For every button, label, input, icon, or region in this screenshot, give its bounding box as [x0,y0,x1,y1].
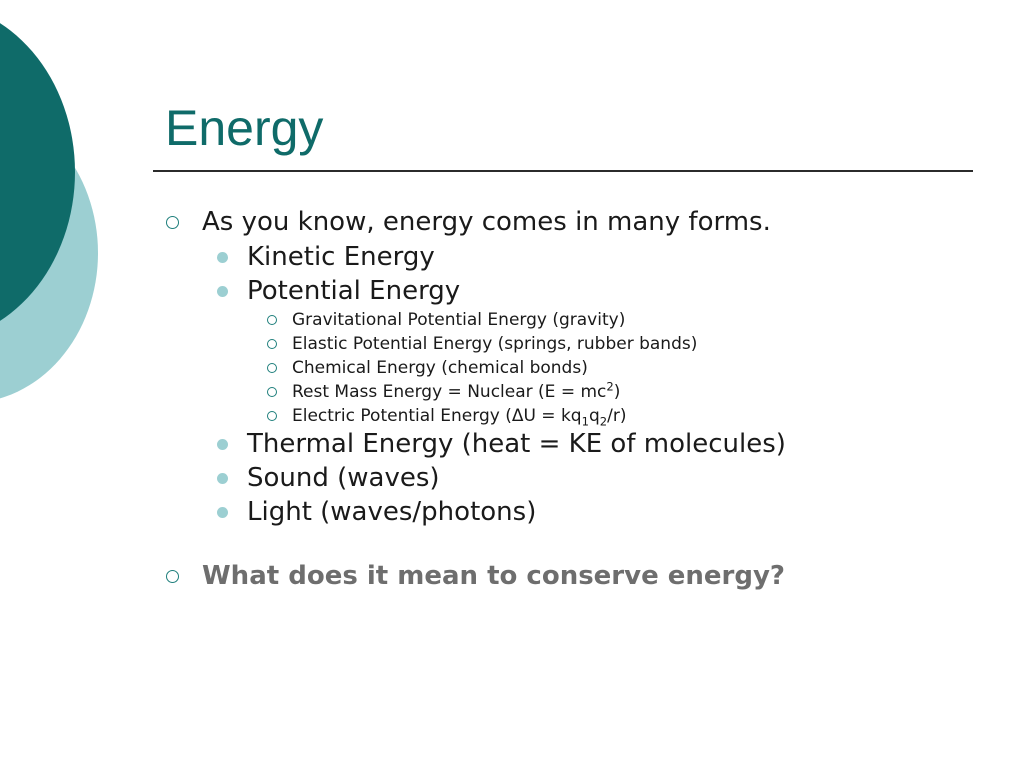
hollow-circle-bullet-icon [267,411,277,421]
slide-title: Energy [165,100,324,156]
bullet-text: Sound (waves) [247,463,440,493]
filled-circle-bullet-icon [217,507,228,518]
superscript: 2 [606,378,614,393]
bullet-light [217,495,536,529]
hollow-circle-bullet-icon [267,363,277,373]
hollow-circle-bullet-icon [166,570,179,583]
bullet-text: Thermal Energy (heat = KE of molecules) [247,429,786,459]
hollow-circle-bullet-icon [267,339,277,349]
bullet-text: Kinetic Energy [247,242,435,272]
bullet-text: Chemical Energy (chemical bonds) [292,357,588,378]
bullet-kinetic-energy [217,240,435,274]
subscript: 2 [599,413,608,428]
filled-circle-bullet-icon [217,252,228,263]
bullet-text: As you know, energy comes in many forms. [202,207,771,237]
bullet-text: Gravitational Potential Energy (gravity) [292,309,626,330]
bullet-thermal [217,427,786,461]
subscript: 1 [581,413,589,428]
bullet-intro [166,205,771,239]
bullet-text: Light (waves/photons) [247,497,537,527]
filled-circle-bullet-icon [217,286,228,297]
hollow-circle-bullet-icon [267,315,277,325]
hollow-circle-bullet-icon [166,216,179,229]
filled-circle-bullet-icon [217,439,228,450]
bullet-text: Potential Energy [247,276,461,306]
bullet-chemical [267,356,588,380]
bullet-electric [267,404,626,428]
bullet-rest-mass [267,380,620,404]
bullet-gravitational [267,308,625,332]
bullet-text: Elastic Potential Energy (springs, rubber bands) [292,333,698,354]
bullet-text: Electric Potential Energy $(\Delta U = kq_1q_2/r)$ [292,405,627,428]
bullet-elastic [267,332,697,356]
bullet-sound [217,461,440,495]
question-text: What does it mean to conserve energy? [202,561,786,591]
bullet-question [166,559,785,593]
filled-circle-bullet-icon [217,473,228,484]
hollow-circle-bullet-icon [267,387,277,397]
bullet-potential-energy [217,274,460,308]
bullet-text: Rest Mass Energy = Nuclear $(E = mc^2)$ [292,378,621,402]
